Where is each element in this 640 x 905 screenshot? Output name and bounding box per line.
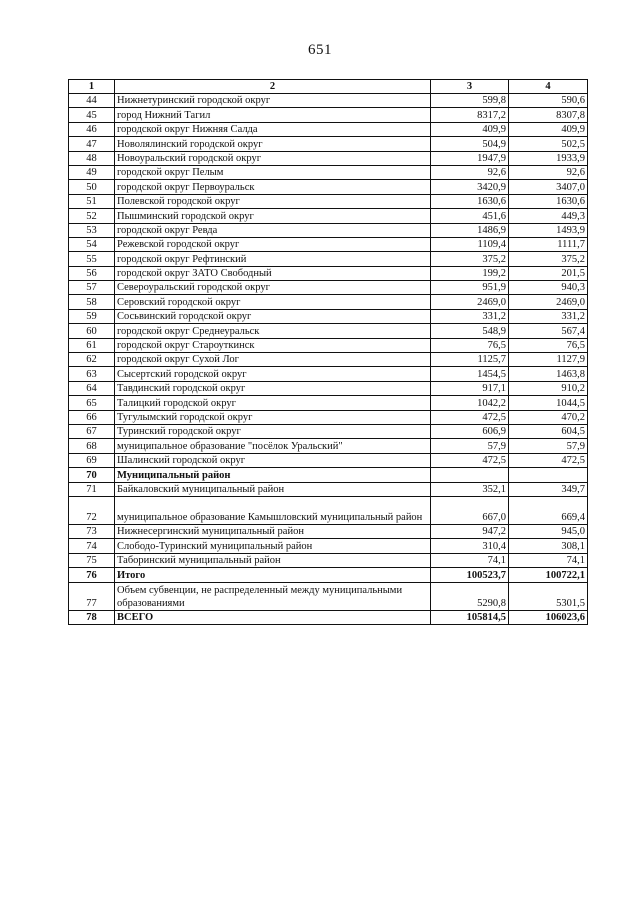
value-column-3-cell: 606,9 bbox=[431, 424, 509, 438]
row-number-cell: 45 bbox=[69, 108, 115, 122]
municipality-name-cell: городской округ Ревда bbox=[115, 223, 431, 237]
table-row bbox=[69, 553, 588, 567]
municipality-name-cell: Нижнетуринский городской округ bbox=[115, 94, 431, 108]
table-row bbox=[69, 324, 588, 338]
value-column-3-cell: 375,2 bbox=[431, 252, 509, 266]
municipality-name-cell: Муниципальный район bbox=[115, 468, 431, 482]
table-row bbox=[69, 410, 588, 424]
municipality-name-cell: Туринский городской округ bbox=[115, 424, 431, 438]
value-column-4-cell: 331,2 bbox=[509, 309, 588, 323]
municipality-name-cell: Талицкий городской округ bbox=[115, 396, 431, 410]
value-column-4-cell: 1111,7 bbox=[509, 237, 588, 251]
row-number-cell: 74 bbox=[69, 539, 115, 553]
row-number-cell: 70 bbox=[69, 468, 115, 482]
value-column-4-cell: 92,6 bbox=[509, 165, 588, 179]
subsidy-table bbox=[68, 79, 588, 625]
table-row bbox=[69, 338, 588, 352]
value-column-3-cell: 1947,9 bbox=[431, 151, 509, 165]
value-column-4-cell: 1127,9 bbox=[509, 353, 588, 367]
row-number-cell: 52 bbox=[69, 209, 115, 223]
table-row bbox=[69, 122, 588, 136]
municipality-name-cell: Серовский городской округ bbox=[115, 295, 431, 309]
header-cell-2: 2 bbox=[115, 80, 431, 94]
table-row bbox=[69, 223, 588, 237]
value-column-4-cell: 1630,6 bbox=[509, 194, 588, 208]
row-number-cell: 49 bbox=[69, 165, 115, 179]
row-number-cell: 53 bbox=[69, 223, 115, 237]
row-number-cell: 73 bbox=[69, 524, 115, 538]
row-number-cell: 76 bbox=[69, 568, 115, 582]
value-column-3-cell: 2469,0 bbox=[431, 295, 509, 309]
table-row bbox=[69, 568, 588, 582]
row-number-cell: 65 bbox=[69, 396, 115, 410]
municipality-name-cell: городской округ Староуткинск bbox=[115, 338, 431, 352]
value-column-3-cell: 504,9 bbox=[431, 137, 509, 151]
row-number-cell: 75 bbox=[69, 553, 115, 567]
table-row bbox=[69, 482, 588, 496]
municipality-name-cell: Итого bbox=[115, 568, 431, 582]
municipality-name-cell: Тавдинский городской округ bbox=[115, 381, 431, 395]
value-column-4-cell bbox=[509, 468, 588, 482]
value-column-4-cell: 470,2 bbox=[509, 410, 588, 424]
value-column-4-cell: 76,5 bbox=[509, 338, 588, 352]
table-row bbox=[69, 496, 588, 524]
row-number-cell: 48 bbox=[69, 151, 115, 165]
municipality-name-cell: Объем субвенции, не распределенный между муниципальными образованиями bbox=[115, 582, 431, 610]
row-number-cell: 61 bbox=[69, 338, 115, 352]
value-column-4-cell: 308,1 bbox=[509, 539, 588, 553]
value-column-4-cell: 375,2 bbox=[509, 252, 588, 266]
municipality-name-cell: Полевской городской округ bbox=[115, 194, 431, 208]
value-column-4-cell: 106023,6 bbox=[509, 610, 588, 624]
municipality-name-cell: городской округ Нижняя Салда bbox=[115, 122, 431, 136]
value-column-4-cell: 910,2 bbox=[509, 381, 588, 395]
row-number-cell: 71 bbox=[69, 482, 115, 496]
row-number-cell: 62 bbox=[69, 353, 115, 367]
row-number-cell: 68 bbox=[69, 439, 115, 453]
municipality-name-cell: городской округ Рефтинский bbox=[115, 252, 431, 266]
table-row bbox=[69, 252, 588, 266]
value-column-3-cell: 310,4 bbox=[431, 539, 509, 553]
table-row bbox=[69, 94, 588, 108]
value-column-3-cell: 3420,9 bbox=[431, 180, 509, 194]
table-row bbox=[69, 295, 588, 309]
value-column-3-cell: 5290,8 bbox=[431, 582, 509, 610]
value-column-3-cell: 8317,2 bbox=[431, 108, 509, 122]
header-cell-1: 1 bbox=[69, 80, 115, 94]
row-number-cell: 44 bbox=[69, 94, 115, 108]
value-column-4-cell: 1463,8 bbox=[509, 367, 588, 381]
value-column-4-cell: 349,7 bbox=[509, 482, 588, 496]
value-column-3-cell bbox=[431, 468, 509, 482]
row-number-cell: 46 bbox=[69, 122, 115, 136]
table-row bbox=[69, 281, 588, 295]
value-column-3-cell: 331,2 bbox=[431, 309, 509, 323]
row-number-cell: 78 bbox=[69, 610, 115, 624]
row-number-cell: 63 bbox=[69, 367, 115, 381]
row-number-cell: 56 bbox=[69, 266, 115, 280]
municipality-name-cell: Сысертский городской округ bbox=[115, 367, 431, 381]
value-column-3-cell: 352,1 bbox=[431, 482, 509, 496]
value-column-4-cell: 57,9 bbox=[509, 439, 588, 453]
value-column-4-cell: 567,4 bbox=[509, 324, 588, 338]
value-column-3-cell: 105814,5 bbox=[431, 610, 509, 624]
header-cell-4: 4 bbox=[509, 80, 588, 94]
table-row bbox=[69, 610, 588, 624]
value-column-4-cell: 2469,0 bbox=[509, 295, 588, 309]
municipality-name-cell: Сосьвинский городской округ bbox=[115, 309, 431, 323]
value-column-3-cell: 947,2 bbox=[431, 524, 509, 538]
row-number-cell: 58 bbox=[69, 295, 115, 309]
table-row bbox=[69, 137, 588, 151]
municipality-name-cell: Байкаловский муниципальный район bbox=[115, 482, 431, 496]
municipality-name-cell: ВСЕГО bbox=[115, 610, 431, 624]
row-number-cell: 59 bbox=[69, 309, 115, 323]
table-row bbox=[69, 237, 588, 251]
value-column-4-cell: 100722,1 bbox=[509, 568, 588, 582]
table-row bbox=[69, 353, 588, 367]
municipality-name-cell: Новоуральский городской округ bbox=[115, 151, 431, 165]
value-column-3-cell: 599,8 bbox=[431, 94, 509, 108]
row-number-cell: 64 bbox=[69, 381, 115, 395]
value-column-3-cell: 1454,5 bbox=[431, 367, 509, 381]
value-column-3-cell: 951,9 bbox=[431, 281, 509, 295]
row-number-cell: 55 bbox=[69, 252, 115, 266]
table-row bbox=[69, 453, 588, 467]
table-row bbox=[69, 381, 588, 395]
value-column-4-cell: 1493,9 bbox=[509, 223, 588, 237]
value-column-3-cell: 74,1 bbox=[431, 553, 509, 567]
municipality-name-cell: городской округ Среднеуральск bbox=[115, 324, 431, 338]
municipality-name-cell: город Нижний Тагил bbox=[115, 108, 431, 122]
value-column-3-cell: 1042,2 bbox=[431, 396, 509, 410]
table-row bbox=[69, 539, 588, 553]
row-number-cell: 72 bbox=[69, 496, 115, 524]
table-row bbox=[69, 582, 588, 610]
value-column-4-cell: 604,5 bbox=[509, 424, 588, 438]
municipality-name-cell: Тугулымский городской округ bbox=[115, 410, 431, 424]
header-cell-3: 3 bbox=[431, 80, 509, 94]
value-column-4-cell: 472,5 bbox=[509, 453, 588, 467]
value-column-4-cell: 74,1 bbox=[509, 553, 588, 567]
table-row bbox=[69, 524, 588, 538]
table-row bbox=[69, 151, 588, 165]
value-column-3-cell: 667,0 bbox=[431, 496, 509, 524]
municipality-name-cell: городской округ Первоуральск bbox=[115, 180, 431, 194]
municipality-name-cell: Нижнесергинский муниципальный район bbox=[115, 524, 431, 538]
table-row bbox=[69, 424, 588, 438]
municipality-name-cell: Таборинский муниципальный район bbox=[115, 553, 431, 567]
value-column-4-cell: 945,0 bbox=[509, 524, 588, 538]
municipality-name-cell: Режевской городской округ bbox=[115, 237, 431, 251]
value-column-4-cell: 8307,8 bbox=[509, 108, 588, 122]
municipality-name-cell: городской округ Пелым bbox=[115, 165, 431, 179]
value-column-3-cell: 199,2 bbox=[431, 266, 509, 280]
value-column-4-cell: 502,5 bbox=[509, 137, 588, 151]
value-column-3-cell: 548,9 bbox=[431, 324, 509, 338]
value-column-3-cell: 451,6 bbox=[431, 209, 509, 223]
row-number-cell: 60 bbox=[69, 324, 115, 338]
table-row bbox=[69, 266, 588, 280]
value-column-4-cell: 590,6 bbox=[509, 94, 588, 108]
value-column-3-cell: 92,6 bbox=[431, 165, 509, 179]
table-row bbox=[69, 468, 588, 482]
table-row bbox=[69, 180, 588, 194]
municipality-name-cell: городской округ ЗАТО Свободный bbox=[115, 266, 431, 280]
row-number-cell: 77 bbox=[69, 582, 115, 610]
table-row bbox=[69, 396, 588, 410]
table-header-row bbox=[69, 80, 588, 94]
value-column-4-cell: 409,9 bbox=[509, 122, 588, 136]
value-column-3-cell: 917,1 bbox=[431, 381, 509, 395]
table-row bbox=[69, 108, 588, 122]
municipality-name-cell: Шалинский городской округ bbox=[115, 453, 431, 467]
municipality-name-cell: Североуральский городской округ bbox=[115, 281, 431, 295]
value-column-3-cell: 409,9 bbox=[431, 122, 509, 136]
row-number-cell: 57 bbox=[69, 281, 115, 295]
municipality-name-cell: городской округ Сухой Лог bbox=[115, 353, 431, 367]
municipality-name-cell: муниципальное образование "посёлок Уральский" bbox=[115, 439, 431, 453]
row-number-cell: 66 bbox=[69, 410, 115, 424]
value-column-4-cell: 3407,0 bbox=[509, 180, 588, 194]
value-column-3-cell: 76,5 bbox=[431, 338, 509, 352]
value-column-3-cell: 472,5 bbox=[431, 453, 509, 467]
row-number-cell: 50 bbox=[69, 180, 115, 194]
municipality-name-cell: муниципальное образование Камышловский муниципальный район bbox=[115, 496, 431, 524]
value-column-4-cell: 201,5 bbox=[509, 266, 588, 280]
table-row bbox=[69, 309, 588, 323]
value-column-4-cell: 5301,5 bbox=[509, 582, 588, 610]
row-number-cell: 47 bbox=[69, 137, 115, 151]
municipality-name-cell: Слободо-Туринский муниципальный район bbox=[115, 539, 431, 553]
row-number-cell: 51 bbox=[69, 194, 115, 208]
page-number: 651 bbox=[308, 42, 332, 58]
table-row bbox=[69, 194, 588, 208]
table-row bbox=[69, 165, 588, 179]
value-column-3-cell: 1486,9 bbox=[431, 223, 509, 237]
row-number-cell: 67 bbox=[69, 424, 115, 438]
table-row bbox=[69, 367, 588, 381]
value-column-4-cell: 1933,9 bbox=[509, 151, 588, 165]
municipality-name-cell: Пышминский городской округ bbox=[115, 209, 431, 223]
value-column-4-cell: 449,3 bbox=[509, 209, 588, 223]
table-body bbox=[69, 80, 588, 625]
value-column-4-cell: 940,3 bbox=[509, 281, 588, 295]
table-row bbox=[69, 209, 588, 223]
value-column-3-cell: 1630,6 bbox=[431, 194, 509, 208]
value-column-3-cell: 57,9 bbox=[431, 439, 509, 453]
value-column-4-cell: 1044,5 bbox=[509, 396, 588, 410]
value-column-3-cell: 1125,7 bbox=[431, 353, 509, 367]
value-column-3-cell: 1109,4 bbox=[431, 237, 509, 251]
row-number-cell: 54 bbox=[69, 237, 115, 251]
value-column-4-cell: 669,4 bbox=[509, 496, 588, 524]
row-number-cell: 69 bbox=[69, 453, 115, 467]
value-column-3-cell: 472,5 bbox=[431, 410, 509, 424]
municipality-name-cell: Новолялинский городской округ bbox=[115, 137, 431, 151]
table-row bbox=[69, 439, 588, 453]
value-column-3-cell: 100523,7 bbox=[431, 568, 509, 582]
